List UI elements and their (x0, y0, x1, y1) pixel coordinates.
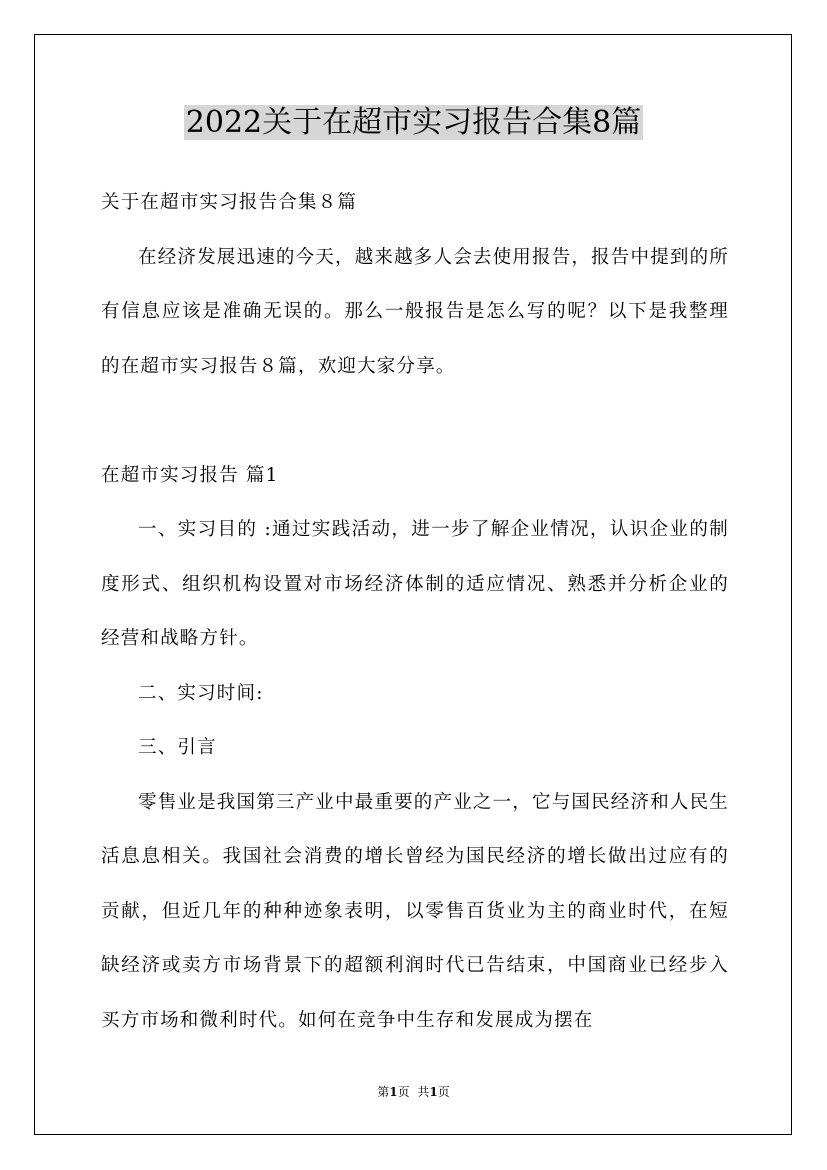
footer-page-prefix: 第 (377, 1085, 390, 1099)
preface-heading: 三、引言 (138, 737, 217, 758)
document-title (0, 102, 827, 144)
document-subtitle: 关于在超市实习报告合集８篇 (101, 192, 358, 213)
intro-paragraph: 在经济发展迅速的今天，越来越多人会去使用报告，报告中提到的所有信息应该是准确无误的。那么一般报告是怎么写的呢？以下是我整理的在超市实习报告８篇，欢迎大家分享。 (101, 246, 730, 377)
footer-page-number: 1 (389, 1085, 398, 1099)
footer-total-suffix: 页 (437, 1085, 450, 1099)
footer-total-prefix: 共 (417, 1085, 430, 1099)
document-title-text: 2022关于在超市实习报告合集8篇 (185, 105, 642, 140)
footer-page-suffix: 页 (397, 1085, 410, 1099)
page-footer (0, 1084, 827, 1100)
time-paragraph: 二、实习时间: (138, 682, 264, 704)
footer-total-pages: 1 (429, 1085, 438, 1099)
purpose-paragraph: 一、实习目的 :通过实践活动，进一步了解企业情况，认识企业的制度形式、组织机构设置对市场经济体制的适应情况、熟悉并分析企业的经营和战略方针。 (101, 519, 729, 649)
section-heading: 在超市实习报告 篇1 (101, 464, 279, 486)
body-paragraph: 零售业是我国第三产业中最重要的产业之一，它与国民经济和人民生活息息相关。我国社会消费的增长曾经为国民经济的增长做出过应有的贡献，但近几年的种种迹象表明，以零售百货业为主的商业时代，在短缺经济或卖方市场背景下的超额利润时代已告结束，中国商业已经步入买方市场和微利时代。如何在竞争中生存和发展成为摆在 (101, 791, 730, 1031)
document-body (101, 176, 729, 1048)
blank-line (101, 394, 729, 449)
